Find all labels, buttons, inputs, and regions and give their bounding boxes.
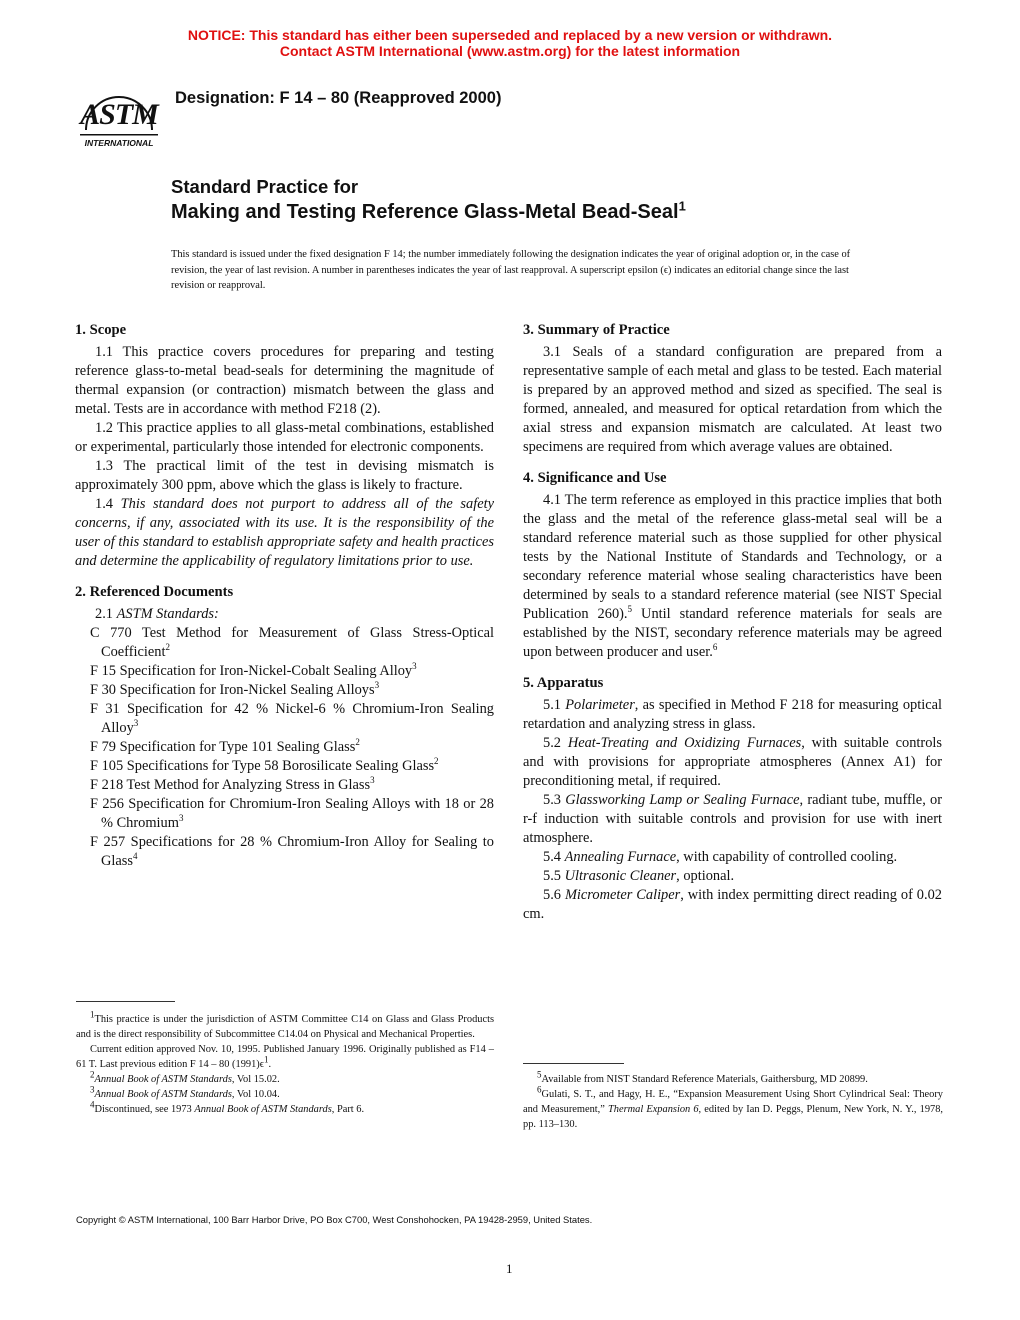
ref-item xyxy=(75,738,494,757)
title-line-2 xyxy=(171,199,686,225)
ref-item xyxy=(75,624,494,662)
ref-item-text: C 770 Test Method for Measurement of Glass Stress-Optical Coefficient xyxy=(90,625,494,660)
title-footnote-marker: 1 xyxy=(678,198,686,214)
designation: Designation: F 14 – 80 (Reapproved 2000) xyxy=(175,89,502,107)
apparatus-item-name: Annealing Furnace xyxy=(564,849,677,865)
apparatus-item xyxy=(523,734,942,791)
ref-item-sup: 2 xyxy=(165,642,170,653)
ref-item-text: F 31 Specification for 42 % Nickel-6 % Chromium-Iron Sealing Alloy xyxy=(90,701,494,736)
significance-4-1 xyxy=(523,491,942,662)
ref-item-text: F 105 Specifications for Type 58 Borosilicate Sealing Glass xyxy=(90,758,435,774)
footnote-4-marker: 4 xyxy=(90,1099,95,1110)
footnote-2-text: , Vol 15.02. xyxy=(231,1074,280,1085)
referenced-2-1-label: ASTM Standards: xyxy=(116,606,219,622)
footnote-1-text: This practice is under the jurisdiction of ASTM Committee C14 on Glass and Glass Products and is the direct responsibility of Subcommittee C14.04 on Physical and Mechanical Properties. xyxy=(76,1014,494,1040)
apparatus-item-name: Heat-Treating and Oxidizing Furnaces xyxy=(567,735,802,751)
scope-1-4-number: 1.4 xyxy=(95,496,113,512)
copyright: Copyright © ASTM International, 100 Barr Harbor Drive, PO Box C700, West Conshohocken, PA 19428-2959, United States. xyxy=(76,1214,593,1225)
scope-heading: 1. Scope xyxy=(75,322,127,338)
apparatus-item-number: 5.1 xyxy=(543,697,561,713)
footnotes-left xyxy=(76,1009,494,1117)
section-summary xyxy=(523,321,942,457)
ref-item xyxy=(75,757,494,776)
apparatus-item-text: , radiant tube, muffle, or r-f induction with suitable controls and provision for use with inert atmosphere. xyxy=(523,792,942,846)
withdrawal-notice xyxy=(0,27,1020,59)
footnote-1-edition-sup: 1 xyxy=(263,1054,269,1065)
document-title xyxy=(171,175,686,225)
referenced-2-1-number: 2.1 xyxy=(95,606,113,622)
footnote-4-italic: Annual Book of ASTM Standards xyxy=(194,1104,332,1115)
apparatus-item xyxy=(523,848,942,867)
significance-heading: 4. Significance and Use xyxy=(523,470,667,486)
notice-line-2: Contact ASTM International (www.astm.org) for the latest information xyxy=(279,43,741,59)
ref-item xyxy=(75,795,494,833)
apparatus-item-text: , optional. xyxy=(676,868,735,884)
left-column xyxy=(75,321,494,883)
apparatus-item-number: 5.5 xyxy=(543,868,561,884)
apparatus-item-number: 5.3 xyxy=(543,792,561,808)
ref-item-sup: 3 xyxy=(178,813,184,824)
astm-logo xyxy=(76,74,162,154)
ref-item xyxy=(75,833,494,871)
footnote-3-marker: 3 xyxy=(90,1084,95,1095)
title-line-1: Standard Practice for xyxy=(171,176,359,197)
apparatus-item-text: , with suitable controls and with provisions for appropriate atmospheres (Annex A1) for preconditioning metal, if required. xyxy=(523,735,942,789)
footnote-4-text: , Part 6. xyxy=(331,1104,365,1115)
apparatus-heading: 5. Apparatus xyxy=(523,675,604,691)
page-number: 1 xyxy=(506,1261,513,1276)
apparatus-item-number: 5.2 xyxy=(543,735,561,751)
footnote-2 xyxy=(76,1069,494,1087)
footnote-6-text: , edited by Ian D. Peggs, Plenum, New York, N. Y., 1978, pp. 113–130. xyxy=(523,1104,943,1130)
footnote-2-italic: Annual Book of ASTM Standards xyxy=(94,1074,232,1085)
footnote-1-edition: Current edition approved Nov. 10, 1995. Published January 1996. Originally published as F14 – 61 T. Last previous edition F 14 – 80 $(1991)\epsilon^1$. xyxy=(76,1044,494,1070)
logo-bar xyxy=(80,134,158,136)
apparatus-item-name: Glassworking Lamp or Sealing Furnace xyxy=(565,792,800,808)
ref-item-sup: 2 xyxy=(355,737,360,748)
ref-item-text: F 256 Specification for Chromium-Iron Sealing Alloys with 18 or 28 % Chromium xyxy=(90,796,494,831)
ref-item xyxy=(75,776,494,795)
intro-note: This standard is issued under the fixed designation F 14; the number immediately following the designation indicates the year of original adoption or, in the case of revision, the year of last revision. A number in parentheses indicates the year of last reapproval. A superscript epsilon (ϵ) indicates an editorial change since the last revision or reapproval. xyxy=(171,249,851,291)
section-referenced-documents xyxy=(75,583,494,871)
apparatus-item-text: , with index permitting direct reading of 0.02 cm. xyxy=(523,887,942,922)
scope-1-2: 1.2 This practice applies to all glass-metal combinations, established or experimental, particularly those intended for electronic components. xyxy=(75,420,494,455)
section-significance xyxy=(523,469,942,662)
footnote-6-marker: 6 xyxy=(537,1084,542,1095)
significance-text-a: 4.1 The term reference as employed in this practice implies that both the glass and the metal of the reference glass-metal seal will be a standard reference material such as those supplied for other physical tests by the National Institute of Standards and Technology, or a secondary reference material whose sealing characteristics have been determined by seals to a standard reference material (see NIST Special Publication 260). xyxy=(523,492,942,622)
ref-item-text: F 257 Specifications for 28 % Chromium-Iron Alloy for Sealing to Glass xyxy=(90,834,494,869)
footnote-6 xyxy=(523,1084,943,1132)
footnote-rule-left xyxy=(76,1001,175,1002)
footnote-ref-5: 5 xyxy=(627,604,633,615)
section-apparatus xyxy=(523,674,942,924)
apparatus-item-name: Polarimeter xyxy=(565,697,635,713)
ref-item-text: F 30 Specification for Iron-Nickel Sealing Alloys xyxy=(90,682,375,698)
footnote-1-marker: 1 xyxy=(90,1009,95,1020)
right-column xyxy=(523,321,942,936)
footnote-4 xyxy=(76,1099,494,1117)
scope-1-4-text: This standard does not purport to address all of the safety concerns, if any, associated with its use. It is the responsibility of the user of this standard to establish appropriate safety and health practices and determine the applicability of regulatory limitations prior to use. xyxy=(75,496,494,569)
section-scope xyxy=(75,321,494,571)
scope-1-4 xyxy=(75,495,494,571)
footnote-ref-6: 6 xyxy=(712,642,718,653)
significance-text-b: Until standard reference materials for seals are established by the NIST, secondary reference materials may be agreed upon between producer and user. xyxy=(523,606,942,660)
notice-line-1: NOTICE: This standard has either been superseded and replaced by a new version or withdrawn. xyxy=(187,27,833,43)
apparatus-item-name: Ultrasonic Cleaner xyxy=(564,868,677,884)
ref-item-sup: 3 xyxy=(133,718,139,729)
footnote-5 xyxy=(523,1069,943,1087)
footnote-rule-right xyxy=(523,1063,624,1064)
footnote-1 xyxy=(76,1009,494,1042)
apparatus-item xyxy=(523,886,942,924)
logo-letters: ASTM xyxy=(80,98,158,131)
apparatus-item xyxy=(523,791,942,848)
ref-item-text: F 15 Specification for Iron-Nickel-Cobalt Sealing Alloy xyxy=(90,663,413,679)
apparatus-item-name: Micrometer Caliper xyxy=(564,887,681,903)
ref-item-text: F 218 Test Method for Analyzing Stress in Glass xyxy=(90,777,371,793)
ref-item xyxy=(75,700,494,738)
footnote-1-edition-text: Current edition approved Nov. 10, 1995. Published January 1996. Originally published as F14 – 61 T. Last previous edition F 14 – 80 (1991)ϵ xyxy=(76,1044,494,1070)
footnote-5-marker: 5 xyxy=(537,1069,542,1080)
footnote-6-pre: Gulati, S. T., and Hagy, H. E., “Expansion Measurement Using Short Cylindrical Seal: Theory and Measurement,” xyxy=(523,1089,943,1115)
apparatus-item-number: 5.4 xyxy=(543,849,561,865)
ref-item-text: F 79 Specification for Type 101 Sealing Glass xyxy=(90,739,356,755)
ref-item xyxy=(75,662,494,681)
title-main: Making and Testing Reference Glass-Metal Bead-Seal xyxy=(171,201,679,223)
referenced-heading: 2. Referenced Documents xyxy=(75,584,234,600)
scope-1-1: 1.1 This practice covers procedures for preparing and testing reference glass-to-metal bead-seals for determining the magnitude of thermal expansion (or contraction) mismatch between the glass and metal. Tests are in accordance with method F218 (2). xyxy=(75,344,494,417)
apparatus-item xyxy=(523,696,942,734)
summary-heading: 3. Summary of Practice xyxy=(523,322,670,338)
apparatus-item xyxy=(523,867,942,886)
footnote-3-text: , Vol 10.04. xyxy=(231,1089,280,1100)
ref-item-sup: 2 xyxy=(434,756,439,767)
logo-subtext: INTERNATIONAL xyxy=(84,138,154,148)
ref-item-sup: 3 xyxy=(370,775,375,786)
ref-item xyxy=(75,681,494,700)
footnote-6-italic: Thermal Expansion 6 xyxy=(608,1104,699,1115)
footnote-2-marker: 2 xyxy=(90,1069,95,1080)
footnote-5-text: Available from NIST Standard Reference Materials, Gaithersburg, MD 20899. xyxy=(541,1074,868,1085)
summary-3-1: 3.1 Seals of a standard configuration are prepared from a representative sample of each metal and glass to be tested. Each material is prepared by an approved method and sized as specified. The seal is formed, annealed, and measured for optical retardation from which the axial stress and expansion mismatch are calculated. At least two specimens are required from which average values are obtained. xyxy=(523,344,942,455)
apparatus-item-number: 5.6 xyxy=(543,887,561,903)
footnotes-right xyxy=(523,1069,943,1132)
footnote-3 xyxy=(76,1084,494,1102)
scope-1-3: 1.3 The practical limit of the test in devising mismatch is approximately 300 ppm, above which the glass is likely to fracture. xyxy=(75,458,494,493)
apparatus-item-text: , with capability of controlled cooling. xyxy=(676,849,898,865)
ref-item-sup: 3 xyxy=(412,661,417,672)
ref-item-sup: 3 xyxy=(374,680,380,691)
ref-item-sup: 4 xyxy=(132,851,138,862)
referenced-2-1 xyxy=(75,605,494,624)
apparatus-item-text: , as specified in Method F 218 for measuring optical retardation and analyzing stress in glass. xyxy=(523,697,942,732)
footnote-3-italic: Annual Book of ASTM Standards xyxy=(94,1089,232,1100)
footnote-4-pre: Discontinued, see 1973 xyxy=(94,1104,195,1115)
